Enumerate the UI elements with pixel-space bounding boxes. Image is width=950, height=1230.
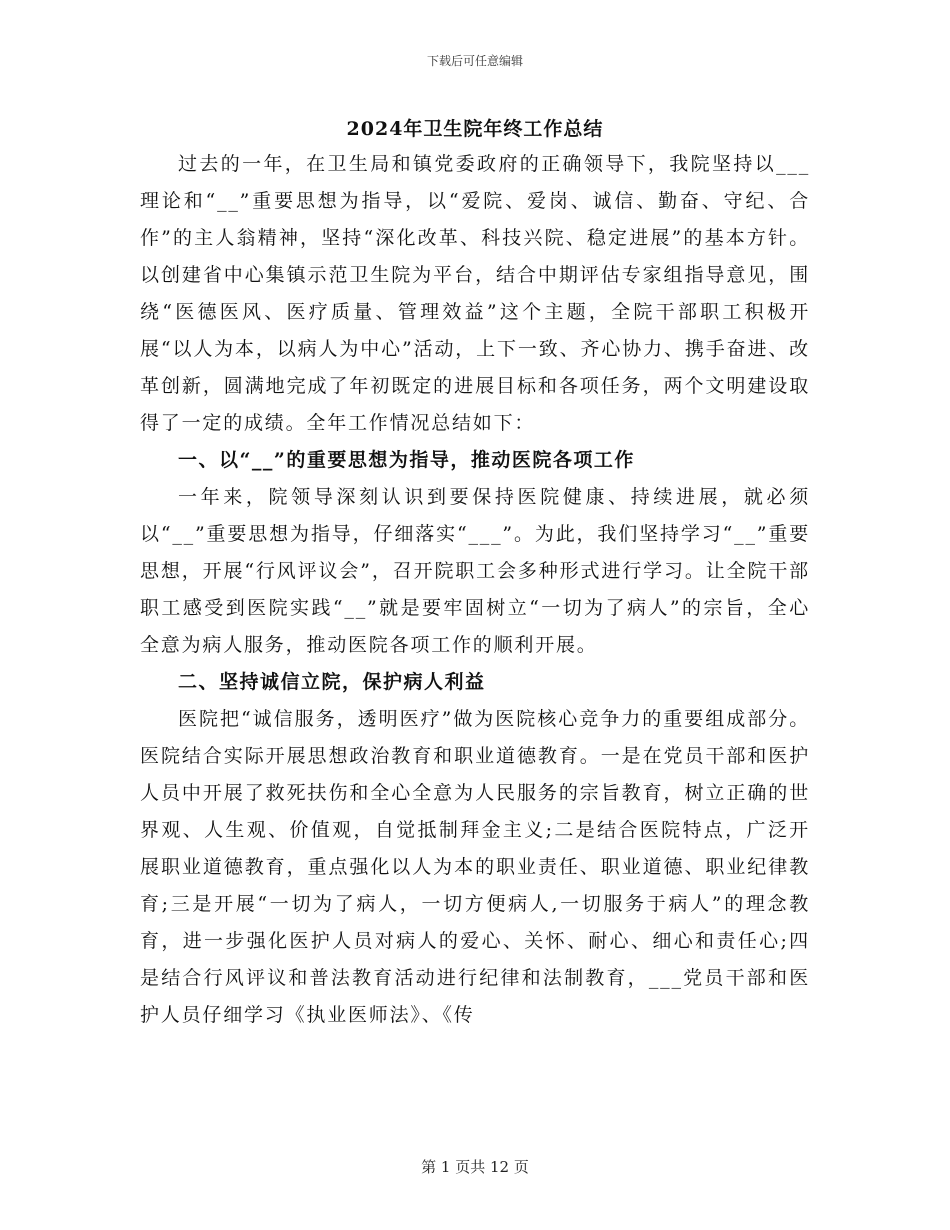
page-number: 第 1 页共 12 页 (421, 1158, 529, 1176)
section-paragraph: 一年来，院领导深刻认识到要保持医院健康、持续进展，就必须以“__”重要思想为指导，仔细落实“___”。为此，我们坚持学习“__”重要思想，开展“行风评议会”，召开院职工会多种形式进行学习。让全院干部职工感受到医院实践“__”就是要牢固树立“一切为了病人”的宗旨，全心全意为病人服务，推动医院各项工作的顺利开展。 (140, 486, 810, 656)
page-header-note: 下载后可任意编辑 (426, 54, 523, 68)
document-body (140, 146, 810, 1034)
document-title: 2024年卫生院年终工作总结 (346, 118, 604, 140)
section-paragraph: 医院把“诚信服务，透明医疗”做为医院核心竞争力的重要组成部分。医院结合实际开展思想政治教育和职业道德教育。一是在党员干部和医护人员中开展了救死扶伤和全心全意为人民服务的宗旨教育，树立正确的世界观、人生观、价值观，自觉抵制拜金主义;二是结合医院特点，广泛开展职业道德教育，重点强化以人为本的职业责任、职业道德、职业纪律教育;三是开展“一切为了病人，一切方便病人,一切服务于病人”的理念教育，进一步强化医护人员对病人的爱心、关怀、耐心、细心和责任心;四是结合行风评议和普法教育活动进行纪律和法制教育，___党员干部和医护人员仔细学习《执业医师法》、《传 (140, 708, 810, 1026)
intro-paragraph: 过去的一年，在卫生局和镇党委政府的正确领导下，我院坚持以___理论和“__”重要思想为指导，以“爱院、爱岗、诚信、勤奋、守纪、合作”的主人翁精神，坚持“深化改革、科技兴院、稳定进展”的基本方针。以创建省中心集镇示范卫生院为平台，结合中期评估专家组指导意见，围绕“医德医风、医疗质量、管理效益”这个主题，全院干部职工积极开展“以人为本，以病人为中心”活动，上下一致、齐心协力、携手奋进、改革创新，圆满地完成了年初既定的进展目标和各项任务，两个文明建设取得了一定的成绩。全年工作情况总结如下： (140, 153, 810, 434)
section-heading: 一、以“__”的重要思想为指导，推动医院各项工作 (178, 449, 635, 471)
section-heading: 二、坚持诚信立院，保护病人利益 (178, 671, 486, 693)
